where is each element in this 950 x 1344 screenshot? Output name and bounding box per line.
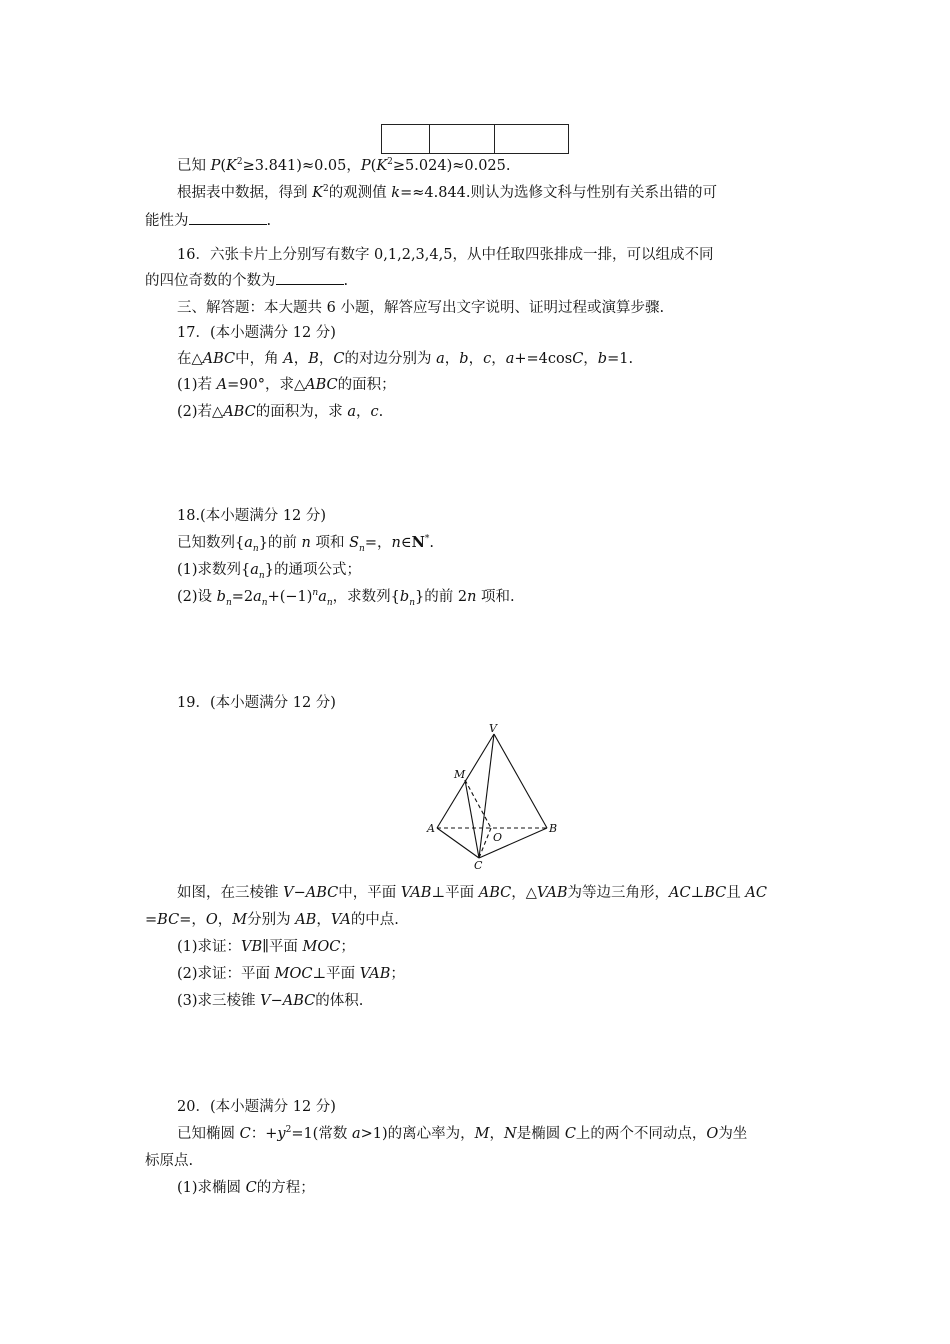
table-cell <box>382 125 430 154</box>
question-20-stem-1: 已知椭圆 C：$+y^2=1$(常数 a>1)的离心率为，M，N是椭圆 C上的两个不同动点，O为坐 <box>177 1125 748 1142</box>
question-18-stem: 已知数列$\{a_n\}$的前 n 项和 $S_n=$，n∈N*. <box>177 534 434 554</box>
question-19-title: 19．(本小题满分 12 分) <box>177 695 336 711</box>
edge-ac <box>437 828 479 858</box>
table-cell <box>495 125 569 154</box>
observed-value-line: 根据表中数据，得到 $K^2$的观测值 k=≈4.844.则认为选修文科与性别有关系出错的可 <box>177 184 718 201</box>
label-v: V <box>489 722 497 735</box>
edge-vb <box>494 734 547 828</box>
question-19-part-1: (1)求证：VB∥平面 MOC； <box>177 939 355 955</box>
observed-value-line-cont: 能性为 . <box>145 210 271 231</box>
label-a: A <box>427 822 435 835</box>
answer-blank <box>276 270 344 285</box>
question-19-part-2: (2)求证：平面 MOC⊥平面 VAB； <box>177 966 405 982</box>
label-c: C <box>474 859 483 870</box>
question-17-part-2: (2)若△ABC的面积为，求 a，c. <box>177 404 384 420</box>
known-probability-line: 已知 $P(K^2\ge 3.841)\approx 0.05$，$P(K^2\ge 5.024)\approx 0.025$. <box>177 157 511 174</box>
question-20-title: 20．(本小题满分 12 分) <box>177 1099 336 1115</box>
segment-mc <box>465 780 479 858</box>
question-17-part-1: (1)若 A=90°，求△ABC的面积； <box>177 377 396 393</box>
question-16-line-1: 16．六张卡片上分别写有数字 0,1,2,3,4,5，从中任取四张排成一排，可以组成不同 <box>177 247 714 263</box>
section-heading: 三、解答题：本大题共 6 小题，解答应写出文字说明、证明过程或演算步骤. <box>177 300 665 316</box>
data-table <box>381 124 569 154</box>
edge-vc <box>479 734 494 858</box>
edge-bc <box>479 828 547 858</box>
question-20-part-1: (1)求椭圆 C的方程； <box>177 1180 315 1196</box>
label-b: B <box>549 822 558 835</box>
question-20-stem-2: 标原点. <box>145 1153 194 1169</box>
question-19-stem-1: 如图，在三棱锥 V−ABC中，平面 VAB⊥平面 ABC，△VAB为等边三角形，AC⊥BC且 AC <box>177 885 767 901</box>
question-18-title: 18.(本小题满分 12 分) <box>177 508 327 524</box>
label-m: M <box>454 768 466 781</box>
table-cell <box>430 125 495 154</box>
pyramid-figure <box>425 720 565 870</box>
table-row <box>382 125 569 154</box>
answer-blank <box>189 210 267 225</box>
question-19-stem-2: =BC=，O，M分别为 AB，VA的中点. <box>145 912 399 928</box>
question-18-part-2: (2)设 $b_n=2a_n+(-1)^na_n$，求数列$\{b_n\}$的前 2n 项和. <box>177 588 515 608</box>
label-o: O <box>493 831 503 844</box>
question-18-part-1: (1)求数列$\{a_n\}$的通项公式； <box>177 562 361 581</box>
question-16-line-2: 的四位奇数的个数为 . <box>145 270 348 291</box>
question-19-part-3: (3)求三棱锥 V−ABC的体积. <box>177 993 364 1009</box>
question-17-stem: 在△ABC中，角 A，B，C的对边分别为 a，b，c，a+=4cosC，b=1. <box>177 351 634 367</box>
question-17-title: 17．(本小题满分 12 分) <box>177 325 336 341</box>
